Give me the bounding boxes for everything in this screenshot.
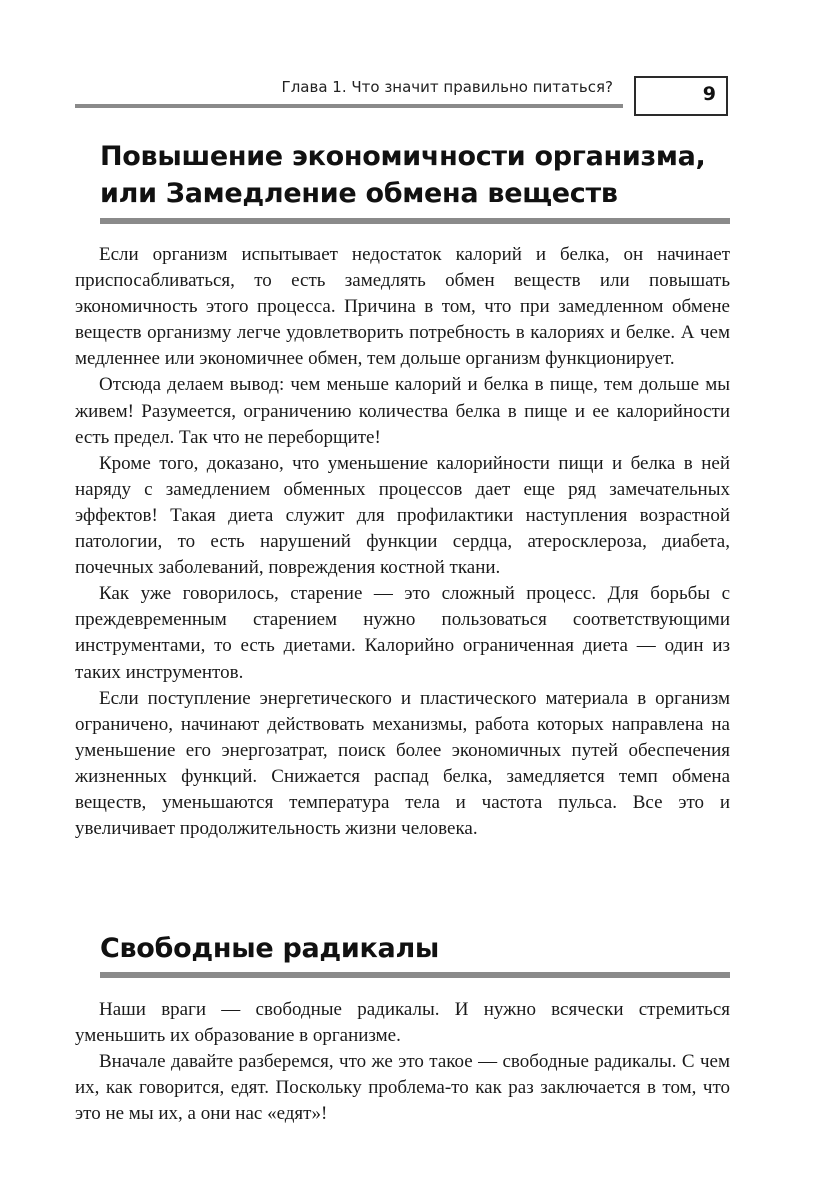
page-number: 9 [702, 83, 716, 105]
section-heading-economy-line2: или Замедление обмена веществ [100, 178, 618, 209]
section-heading-economy [100, 138, 730, 212]
page-number-box [634, 76, 728, 116]
section-heading-free-radicals-rule [100, 972, 730, 978]
paragraph: Если поступление энергетического и пластического материала в организм ограничено, начинают действовать механизмы, работа которых направлена на уменьшение его энергозатрат, поиск более экономичных путей обеспечения жизненных функций. Снижается распад белка, замедляется темп обмена веществ, уменьшаются температура тела и частота пульса. Все это и увеличивает продолжительность жизни человека. [75, 687, 730, 840]
running-head [75, 76, 728, 116]
running-head-chapter-title: Глава 1. Что значит правильно питаться? [281, 78, 613, 96]
section-heading-economy-line1: Повышение экономичности организма, [100, 141, 706, 172]
section-body-free-radicals [75, 997, 730, 1127]
section-heading-economy-rule [100, 218, 730, 224]
section-heading-free-radicals: Свободные радикалы [100, 933, 440, 964]
paragraph: Если организм испытывает недостаток калорий и белка, он начинает приспосабливаться, то есть замедлять обмен веществ или повышать экономичность этого процесса. Причина в том, что при замедленном обмене веществ организму легче удовлетворить потребность в калориях и белке. А чем медленнее или экономичнее обмен, тем дольше организм функционирует. [75, 244, 730, 370]
paragraph: Наши враги — свободные радикалы. И нужно всячески стремиться уменьшить их образование в организме. [75, 999, 730, 1047]
paragraph: Отсюда делаем вывод: чем меньше калорий и белка в пище, тем дольше мы живем! Разумеется, ограничению количества белка в пище и ее калорийности есть предел. Так что не переборщите! [75, 374, 730, 448]
running-head-rule [75, 104, 623, 108]
paragraph: Как уже говорилось, старение — это сложный процесс. Для борьбы с преждевременным старением нужно пользоваться соответствующими инструментами, то есть диетами. Калорийно ограниченная диета — один из таких инструментов. [75, 583, 730, 683]
section-body-economy [75, 242, 730, 842]
paragraph: Вначале давайте разберемся, что же это такое — свободные радикалы. С чем их, как говорится, едят. Поскольку проблема-то как раз заключается в том, что это не мы их, а они нас «едят»! [75, 1051, 730, 1125]
paragraph: Кроме того, доказано, что уменьшение калорийности пищи и белка в ней наряду с замедлением обменных процессов дает еще ряд замечательных эффектов! Такая диета служит для профилактики наступления возрастной патологии, то есть нарушений функции сердца, атеросклероза, диабета, почечных заболеваний, повреждения костной ткани. [75, 452, 730, 579]
